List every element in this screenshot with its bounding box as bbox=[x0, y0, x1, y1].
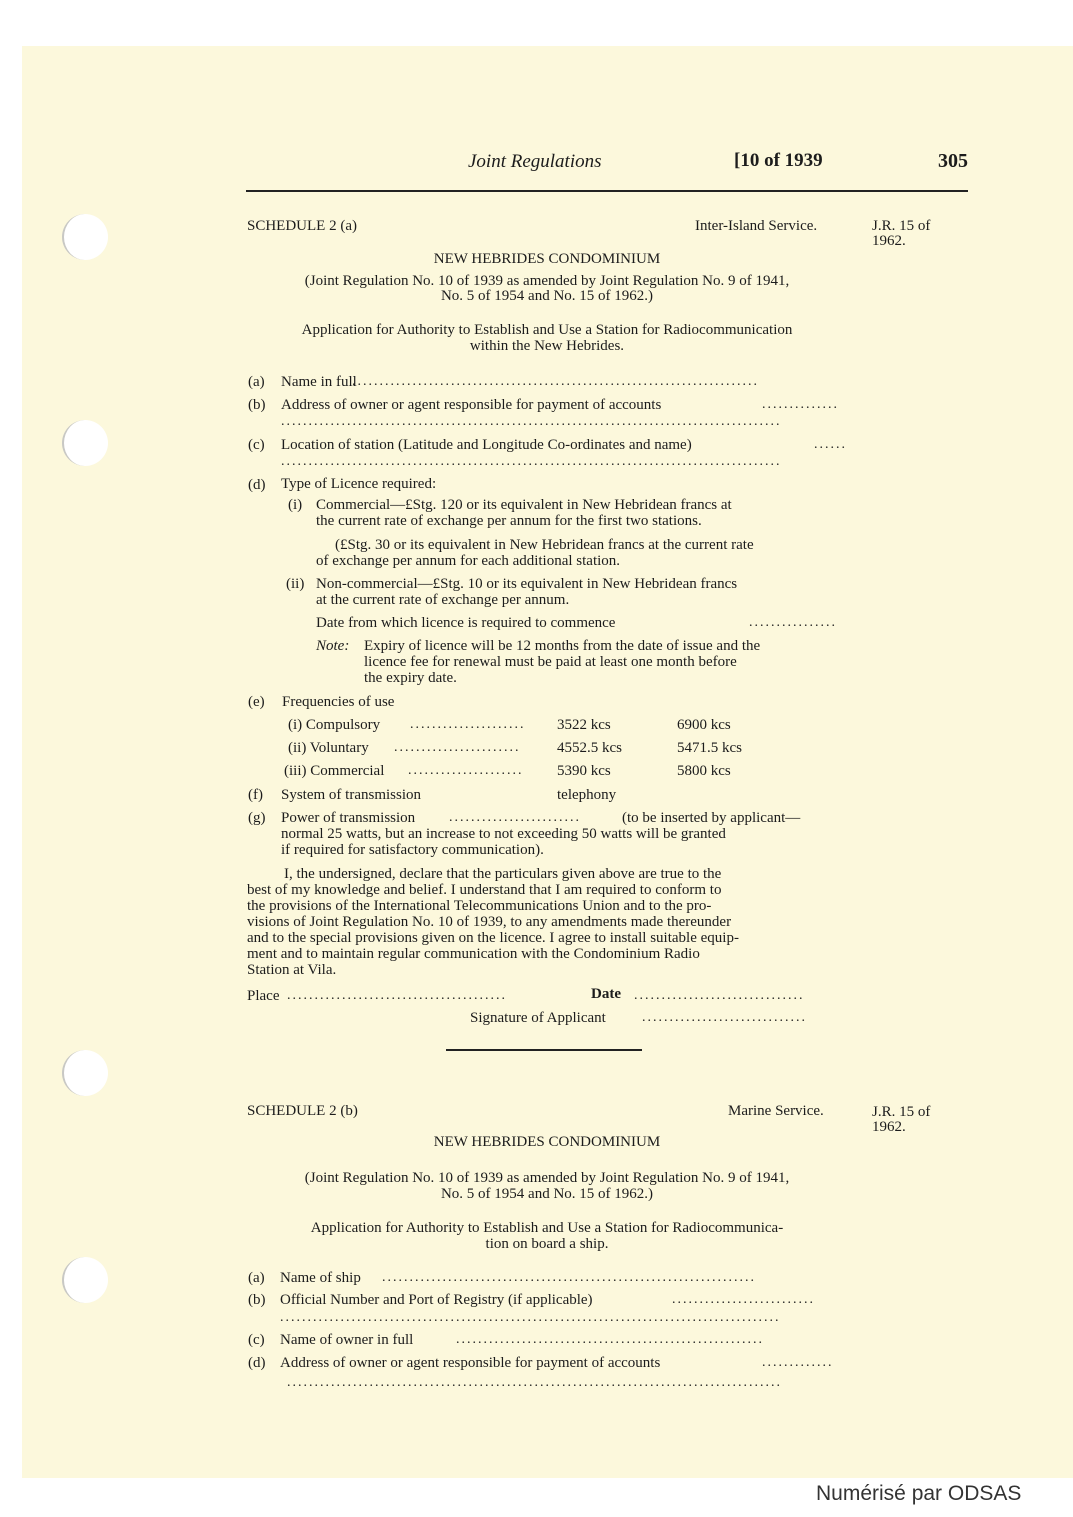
application-title: Application for Authority to Establish and Use a Station for Radiocommunication bbox=[301, 322, 793, 338]
schedule-label: SCHEDULE 2 (a) bbox=[247, 218, 357, 234]
note-text: Expiry of licence will be 12 months from the date of issue and the bbox=[364, 638, 761, 654]
amendment-line: No. 5 of 1954 and No. 15 of 1962.) bbox=[440, 288, 654, 304]
fill-in-line[interactable]: .......................... bbox=[672, 1292, 815, 1307]
page-number: 305 bbox=[938, 150, 968, 172]
leader-dots: ..................... bbox=[410, 717, 526, 732]
frequency-value: 3522 kcs bbox=[557, 717, 611, 733]
non-commercial-licence-text: Non-commercial—£Stg. 10 or its equivalent in New Hebridean francs bbox=[316, 576, 738, 592]
item-label: (d) bbox=[248, 477, 266, 493]
power-note: (to be inserted by applicant— bbox=[622, 810, 801, 826]
frequency-label: (iii) Commercial bbox=[284, 763, 385, 779]
date-field[interactable]: ............................... bbox=[634, 988, 805, 1003]
fill-in-line[interactable]: ........................................................................................... bbox=[281, 414, 782, 429]
item-label: (c) bbox=[248, 1332, 265, 1348]
leader-dots: ..................... bbox=[408, 763, 524, 778]
declaration-line: visions of Joint Regulation No. 10 of 1939, to any amendments made thereunder bbox=[247, 914, 732, 930]
fill-in-line[interactable]: ...... bbox=[814, 437, 847, 452]
field-location: Location of station (Latitude and Longitude Co-ordinates and name) bbox=[281, 437, 692, 453]
application-title: within the New Hebrides. bbox=[469, 338, 625, 354]
additional-station-text: (£Stg. 30 or its equivalent in New Hebridean francs at the current rate bbox=[335, 537, 754, 553]
field-ship-name: Name of ship bbox=[280, 1270, 361, 1286]
application-title: tion on board a ship. bbox=[485, 1236, 609, 1252]
declaration-line: the provisions of the International Telecommunications Union and to the pro- bbox=[247, 898, 712, 914]
service-type: Inter-Island Service. bbox=[695, 218, 818, 234]
schedule-label: SCHEDULE 2 (b) bbox=[247, 1103, 358, 1119]
fill-in-line[interactable]: .......................................................................... bbox=[352, 374, 759, 389]
field-owner-address: Address of owner or agent responsible for payment of accounts bbox=[280, 1355, 661, 1371]
declaration-line: I, the undersigned, declare that the particulars given above are true to the bbox=[284, 866, 722, 882]
amendment-line: No. 5 of 1954 and No. 15 of 1962.) bbox=[440, 1186, 654, 1202]
fill-in-line[interactable]: .......................................................................................... bbox=[287, 1375, 782, 1390]
frequency-value: 5390 kcs bbox=[557, 763, 611, 779]
item-label: (a) bbox=[248, 374, 265, 390]
fill-in-line[interactable]: ............. bbox=[762, 1355, 834, 1370]
fill-in-line[interactable]: ........................................................ bbox=[456, 1332, 764, 1347]
signature-label: Signature of Applicant bbox=[470, 1010, 606, 1026]
declaration-paragraph bbox=[247, 866, 848, 978]
item-label: (g) bbox=[248, 810, 266, 826]
margin-note: J.R. 15 of bbox=[872, 218, 931, 234]
field-address: Address of owner or agent responsible for payment of accounts bbox=[281, 397, 662, 413]
frequency-value: 6900 kcs bbox=[677, 717, 731, 733]
power-note: if required for satisfactory communication). bbox=[281, 842, 544, 858]
fill-in-line[interactable]: ................ bbox=[749, 615, 837, 630]
additional-station-text: of exchange per annum for each additional station. bbox=[316, 553, 621, 569]
header-rule bbox=[246, 190, 968, 192]
item-label: (c) bbox=[248, 437, 265, 453]
margin-note: 1962. bbox=[872, 233, 906, 249]
commercial-licence-text: the current rate of exchange per annum for the first two stations. bbox=[316, 513, 702, 529]
frequencies-heading: Frequencies of use bbox=[282, 694, 395, 710]
commercial-licence-text: Commercial—£Stg. 120 or its equivalent in New Hebridean francs at bbox=[316, 497, 732, 513]
transmission-system-value: telephony bbox=[557, 787, 617, 803]
fill-in-line[interactable]: ........................ bbox=[449, 810, 581, 825]
fill-in-line[interactable]: .................................................................... bbox=[382, 1270, 756, 1285]
condominium-heading: NEW HEBRIDES CONDOMINIUM bbox=[433, 251, 661, 267]
frequency-value: 5800 kcs bbox=[677, 763, 731, 779]
declaration-line: Station at Vila. bbox=[247, 962, 337, 978]
binder-hole bbox=[62, 1050, 108, 1096]
frequency-label: (i) Compulsory bbox=[288, 717, 381, 733]
condominium-heading: NEW HEBRIDES CONDOMINIUM bbox=[433, 1134, 661, 1150]
power-label: Power of transmission bbox=[281, 810, 416, 826]
section-divider bbox=[446, 1049, 642, 1051]
field-name-in-full: Name in full bbox=[281, 374, 357, 390]
sub-item-label: (i) bbox=[288, 497, 303, 513]
frequency-label: (ii) Voluntary bbox=[288, 740, 369, 756]
margin-note: 1962. bbox=[872, 1119, 906, 1135]
power-note: normal 25 watts, but an increase to not exceeding 50 watts will be granted bbox=[281, 826, 726, 842]
margin-note: J.R. 15 of bbox=[872, 1104, 931, 1120]
note-label: Note: bbox=[316, 638, 350, 654]
amendment-line: (Joint Regulation No. 10 of 1939 as amended by Joint Regulation No. 9 of 1941, bbox=[304, 1170, 790, 1186]
frequency-value: 5471.5 kcs bbox=[677, 740, 742, 756]
field-owner-name: Name of owner in full bbox=[280, 1332, 414, 1348]
running-title: Joint Regulations bbox=[468, 151, 602, 172]
non-commercial-licence-text: at the current rate of exchange per annum. bbox=[316, 592, 570, 608]
item-label: (f) bbox=[248, 787, 263, 803]
fill-in-line[interactable]: .............. bbox=[762, 397, 839, 412]
digitization-credit: Numérisé par ODSAS bbox=[816, 1482, 1022, 1505]
application-title: Application for Authority to Establish and Use a Station for Radiocommunica- bbox=[310, 1220, 784, 1236]
binder-hole bbox=[62, 420, 108, 466]
declaration-line: best of my knowledge and belief. I understand that I am required to conform to bbox=[247, 882, 722, 898]
declaration-line: and to the special provisions given on the licence. I agree to install suitable equip- bbox=[247, 930, 739, 946]
fill-in-line[interactable]: ........................................................................................... bbox=[280, 1310, 781, 1325]
regulation-reference: [10 of 1939 bbox=[734, 150, 823, 171]
signature-field[interactable]: .............................. bbox=[642, 1010, 807, 1025]
frequency-value: 4552.5 kcs bbox=[557, 740, 622, 756]
date-label: Date bbox=[591, 986, 621, 1002]
licence-type-heading: Type of Licence required: bbox=[281, 476, 437, 492]
place-field[interactable]: ........................................ bbox=[287, 988, 507, 1003]
leader-dots: ....................... bbox=[394, 740, 521, 755]
transmission-system-label: System of transmission bbox=[281, 787, 422, 803]
amendment-line: (Joint Regulation No. 10 of 1939 as amended by Joint Regulation No. 9 of 1941, bbox=[304, 273, 790, 289]
sub-item-label: (ii) bbox=[286, 576, 305, 592]
item-label: (e) bbox=[248, 694, 265, 710]
item-label: (d) bbox=[248, 1355, 266, 1371]
item-label: (b) bbox=[248, 397, 266, 413]
declaration-line: ment and to maintain regular communication with the Condominium Radio bbox=[247, 946, 700, 962]
binder-hole bbox=[62, 1257, 108, 1303]
fill-in-line[interactable]: ........................................................................................... bbox=[281, 454, 782, 469]
commencement-date-label: Date from which licence is required to commence bbox=[316, 615, 616, 631]
binder-hole bbox=[62, 214, 108, 260]
service-type: Marine Service. bbox=[728, 1103, 824, 1119]
place-label: Place bbox=[247, 988, 280, 1004]
item-label: (b) bbox=[248, 1292, 266, 1308]
note-text: licence fee for renewal must be paid at least one month before bbox=[364, 654, 737, 670]
field-official-number: Official Number and Port of Registry (if applicable) bbox=[280, 1292, 593, 1308]
note-text: the expiry date. bbox=[364, 670, 457, 686]
item-label: (a) bbox=[248, 1270, 265, 1286]
